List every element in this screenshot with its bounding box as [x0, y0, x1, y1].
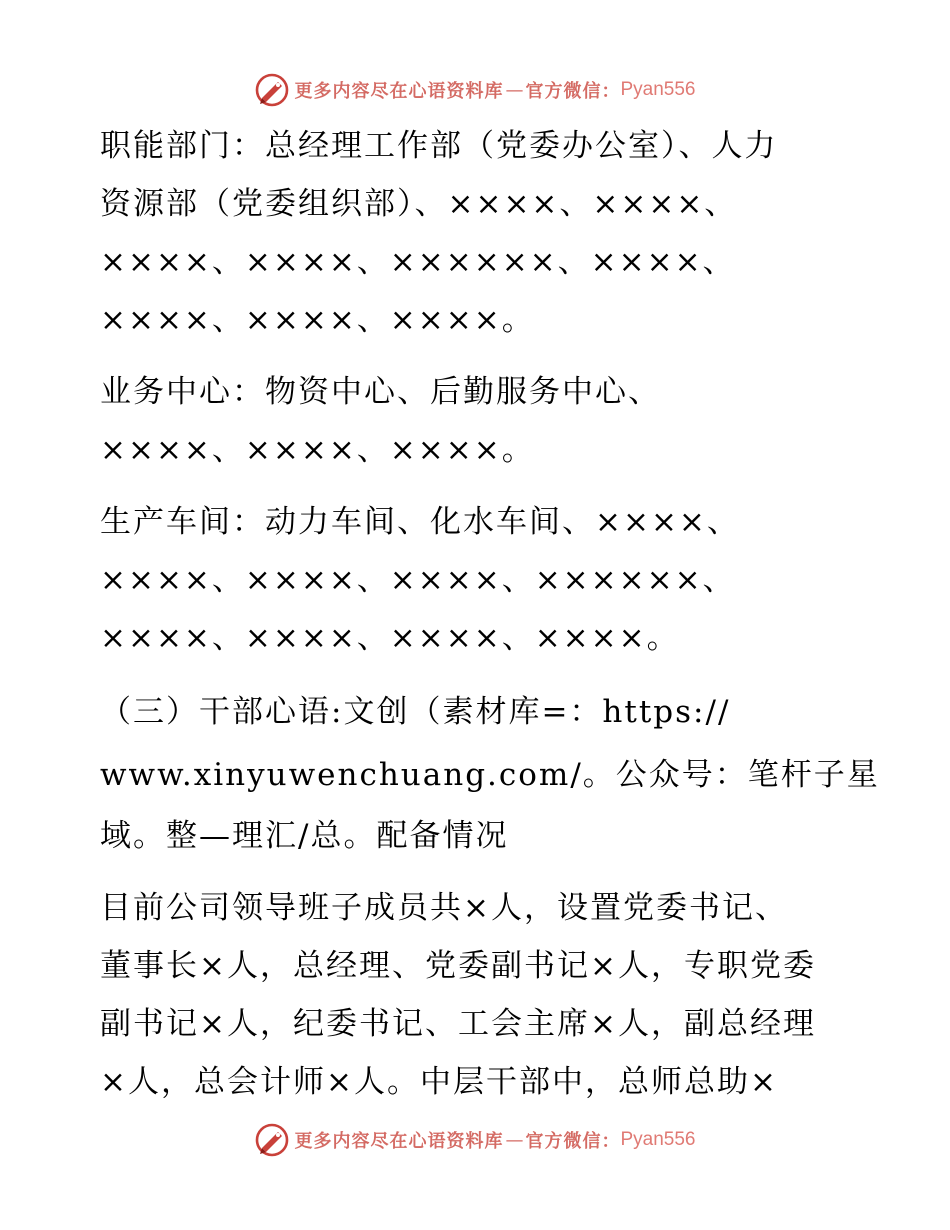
document-body [100, 117, 880, 1111]
text-line: 董事长×人，总经理、党委副书记×人，专职党委 [100, 948, 816, 984]
watermark-banner-top [0, 70, 950, 110]
text-line: 副书记×人，纪委书记、工会主席×人，副总经理 [100, 1006, 816, 1042]
text-line: ×人，总会计师×人。中层干部中，总师总助× [100, 1064, 778, 1100]
banner-separator: — [505, 79, 524, 101]
banner-brand-text: 更多内容尽在心语资料库 [294, 81, 504, 102]
banner-brand-text: 更多内容尽在心语资料库 [294, 1131, 504, 1152]
text-line: www.xinyuwenchuang.com/。公众号：笔杆子星 [100, 757, 880, 793]
banner-wechat-label: 官方微信： [525, 81, 621, 102]
text-line: 目前公司领导班子成员共×人，设置党委书记、 [100, 890, 788, 926]
text-line: 业务中心：物资中心、后勤服务中心、 [100, 374, 661, 410]
text-line: ××××、××××、××××××、××××、 [100, 244, 736, 280]
text-line: ××××、××××、××××。 [100, 302, 535, 338]
text-line: （三）干部心语:文创（素材库=：https:// [100, 694, 731, 730]
text-line: 职能部门：总经理工作部（党委办公室）、人力 [100, 128, 778, 164]
text-line: ××××、××××、××××。 [100, 432, 535, 468]
watermark-banner-bottom [0, 1120, 950, 1160]
banner-separator: — [505, 1129, 524, 1151]
banner-wechat-label: 官方微信： [525, 1131, 621, 1152]
text-line: ××××、××××、××××、××××××、 [100, 562, 736, 598]
pen-logo-icon [254, 72, 290, 108]
banner-wechat-handle: Pyan556 [620, 1129, 696, 1150]
text-line: ××××、××××、××××、××××。 [100, 620, 680, 656]
pen-logo-icon [254, 1122, 290, 1158]
text-line: 域。整—理汇/总。配备情况 [100, 818, 509, 854]
text-line: 资源部（党委组织部）、××××、××××、 [100, 186, 738, 222]
text-line: 生产车间：动力车间、化水车间、××××、 [100, 504, 740, 540]
banner-wechat-handle: Pyan556 [620, 79, 696, 100]
